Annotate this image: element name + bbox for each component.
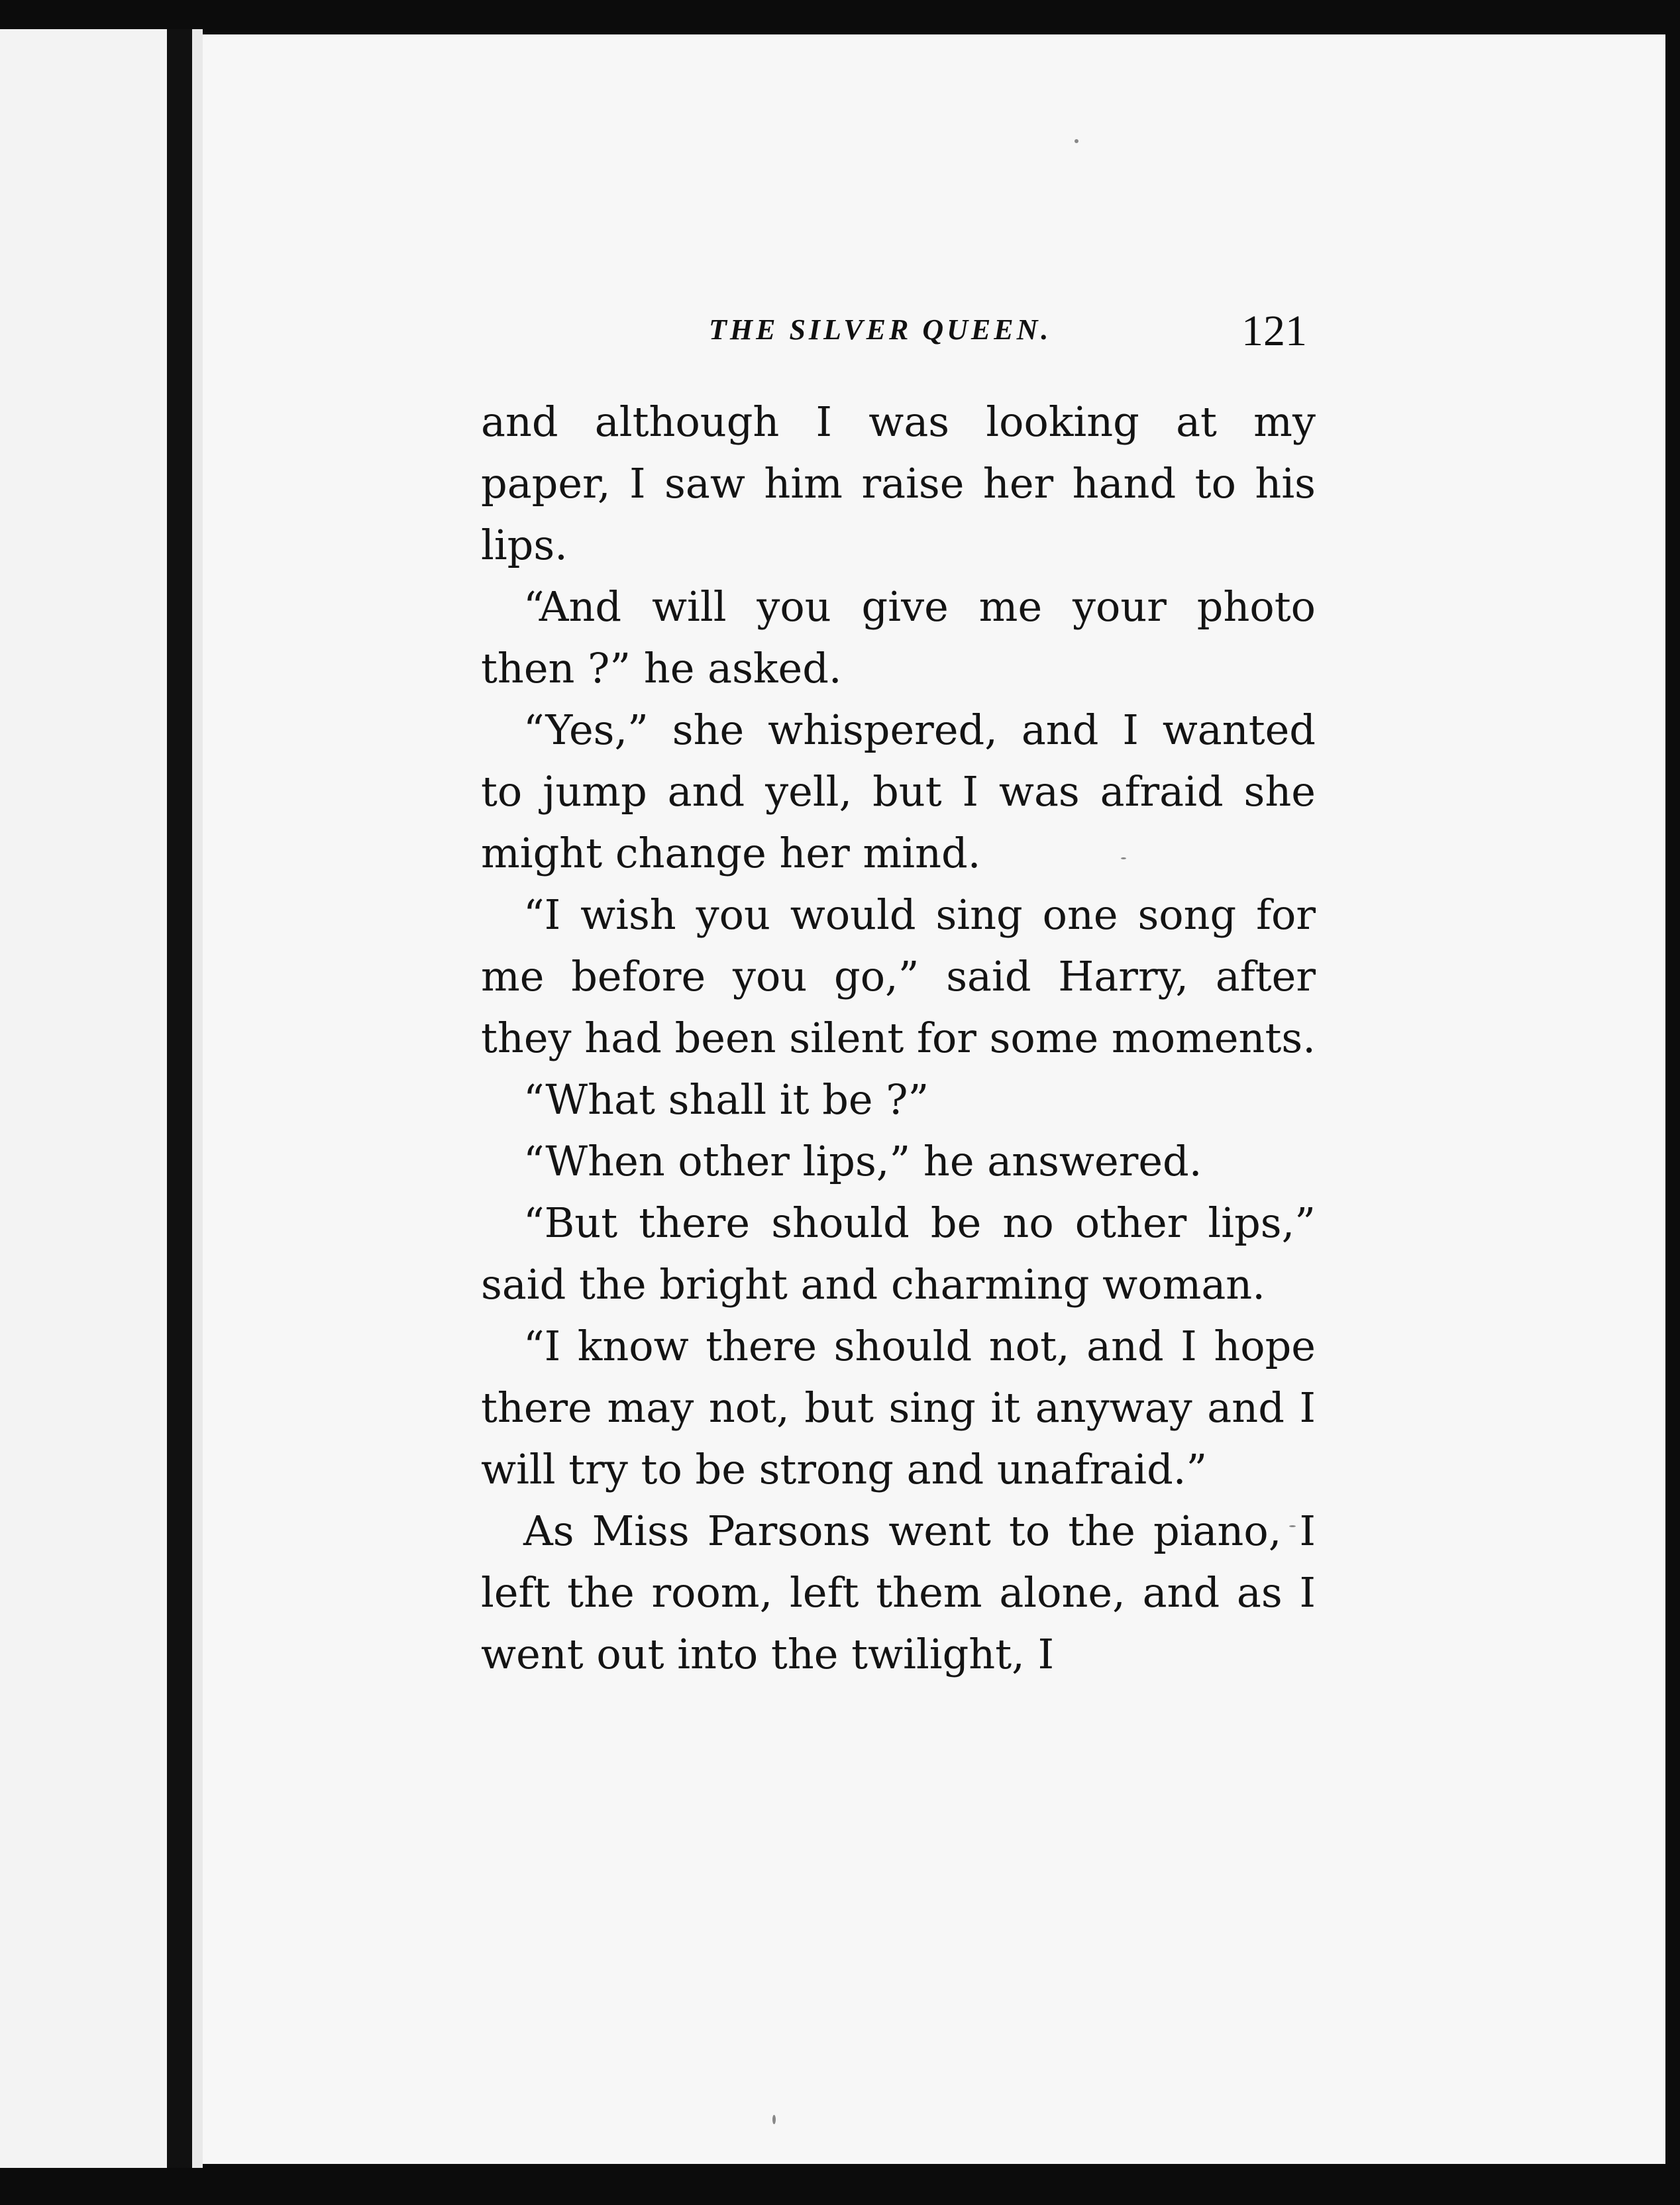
paragraph: “What shall it be ?”	[523, 1075, 929, 1124]
paragraph: “I wish you would sing one song for me before you go,” said Harry, after they had been silent for some moments.	[481, 890, 1316, 1062]
paper-fleck	[772, 2115, 776, 2124]
paragraph: As Miss Parsons went to the piano, I left the room, left them alone, and as I went out into the twilight, I	[481, 1507, 1316, 1678]
paragraph: “But there should be no other lips,” said the bright and charming woman.	[481, 1199, 1316, 1309]
paragraph: “Yes,” she whispered, and I wanted to jump and yell, but I was afraid she might change her mind.	[481, 706, 1316, 877]
facing-page-edge	[0, 29, 167, 2168]
body-text	[481, 391, 1316, 1685]
paragraph: “When other lips,” he answered.	[523, 1137, 1202, 1185]
paper-fleck	[1075, 139, 1078, 143]
paragraph: and although I was looking at my paper, I saw him raise her hand to his lips.	[481, 398, 1316, 569]
paragraph: “I know there should not, and I hope there may not, but sing it anyway and I will try to be strong and unafraid.”	[481, 1322, 1316, 1493]
paragraph: “And will you give me your photo then ?” he asked.	[481, 582, 1316, 692]
gutter-highlight	[192, 29, 203, 2168]
running-head: THE SILVER QUEEN.	[709, 313, 1052, 346]
page-number: 121	[1241, 307, 1307, 355]
